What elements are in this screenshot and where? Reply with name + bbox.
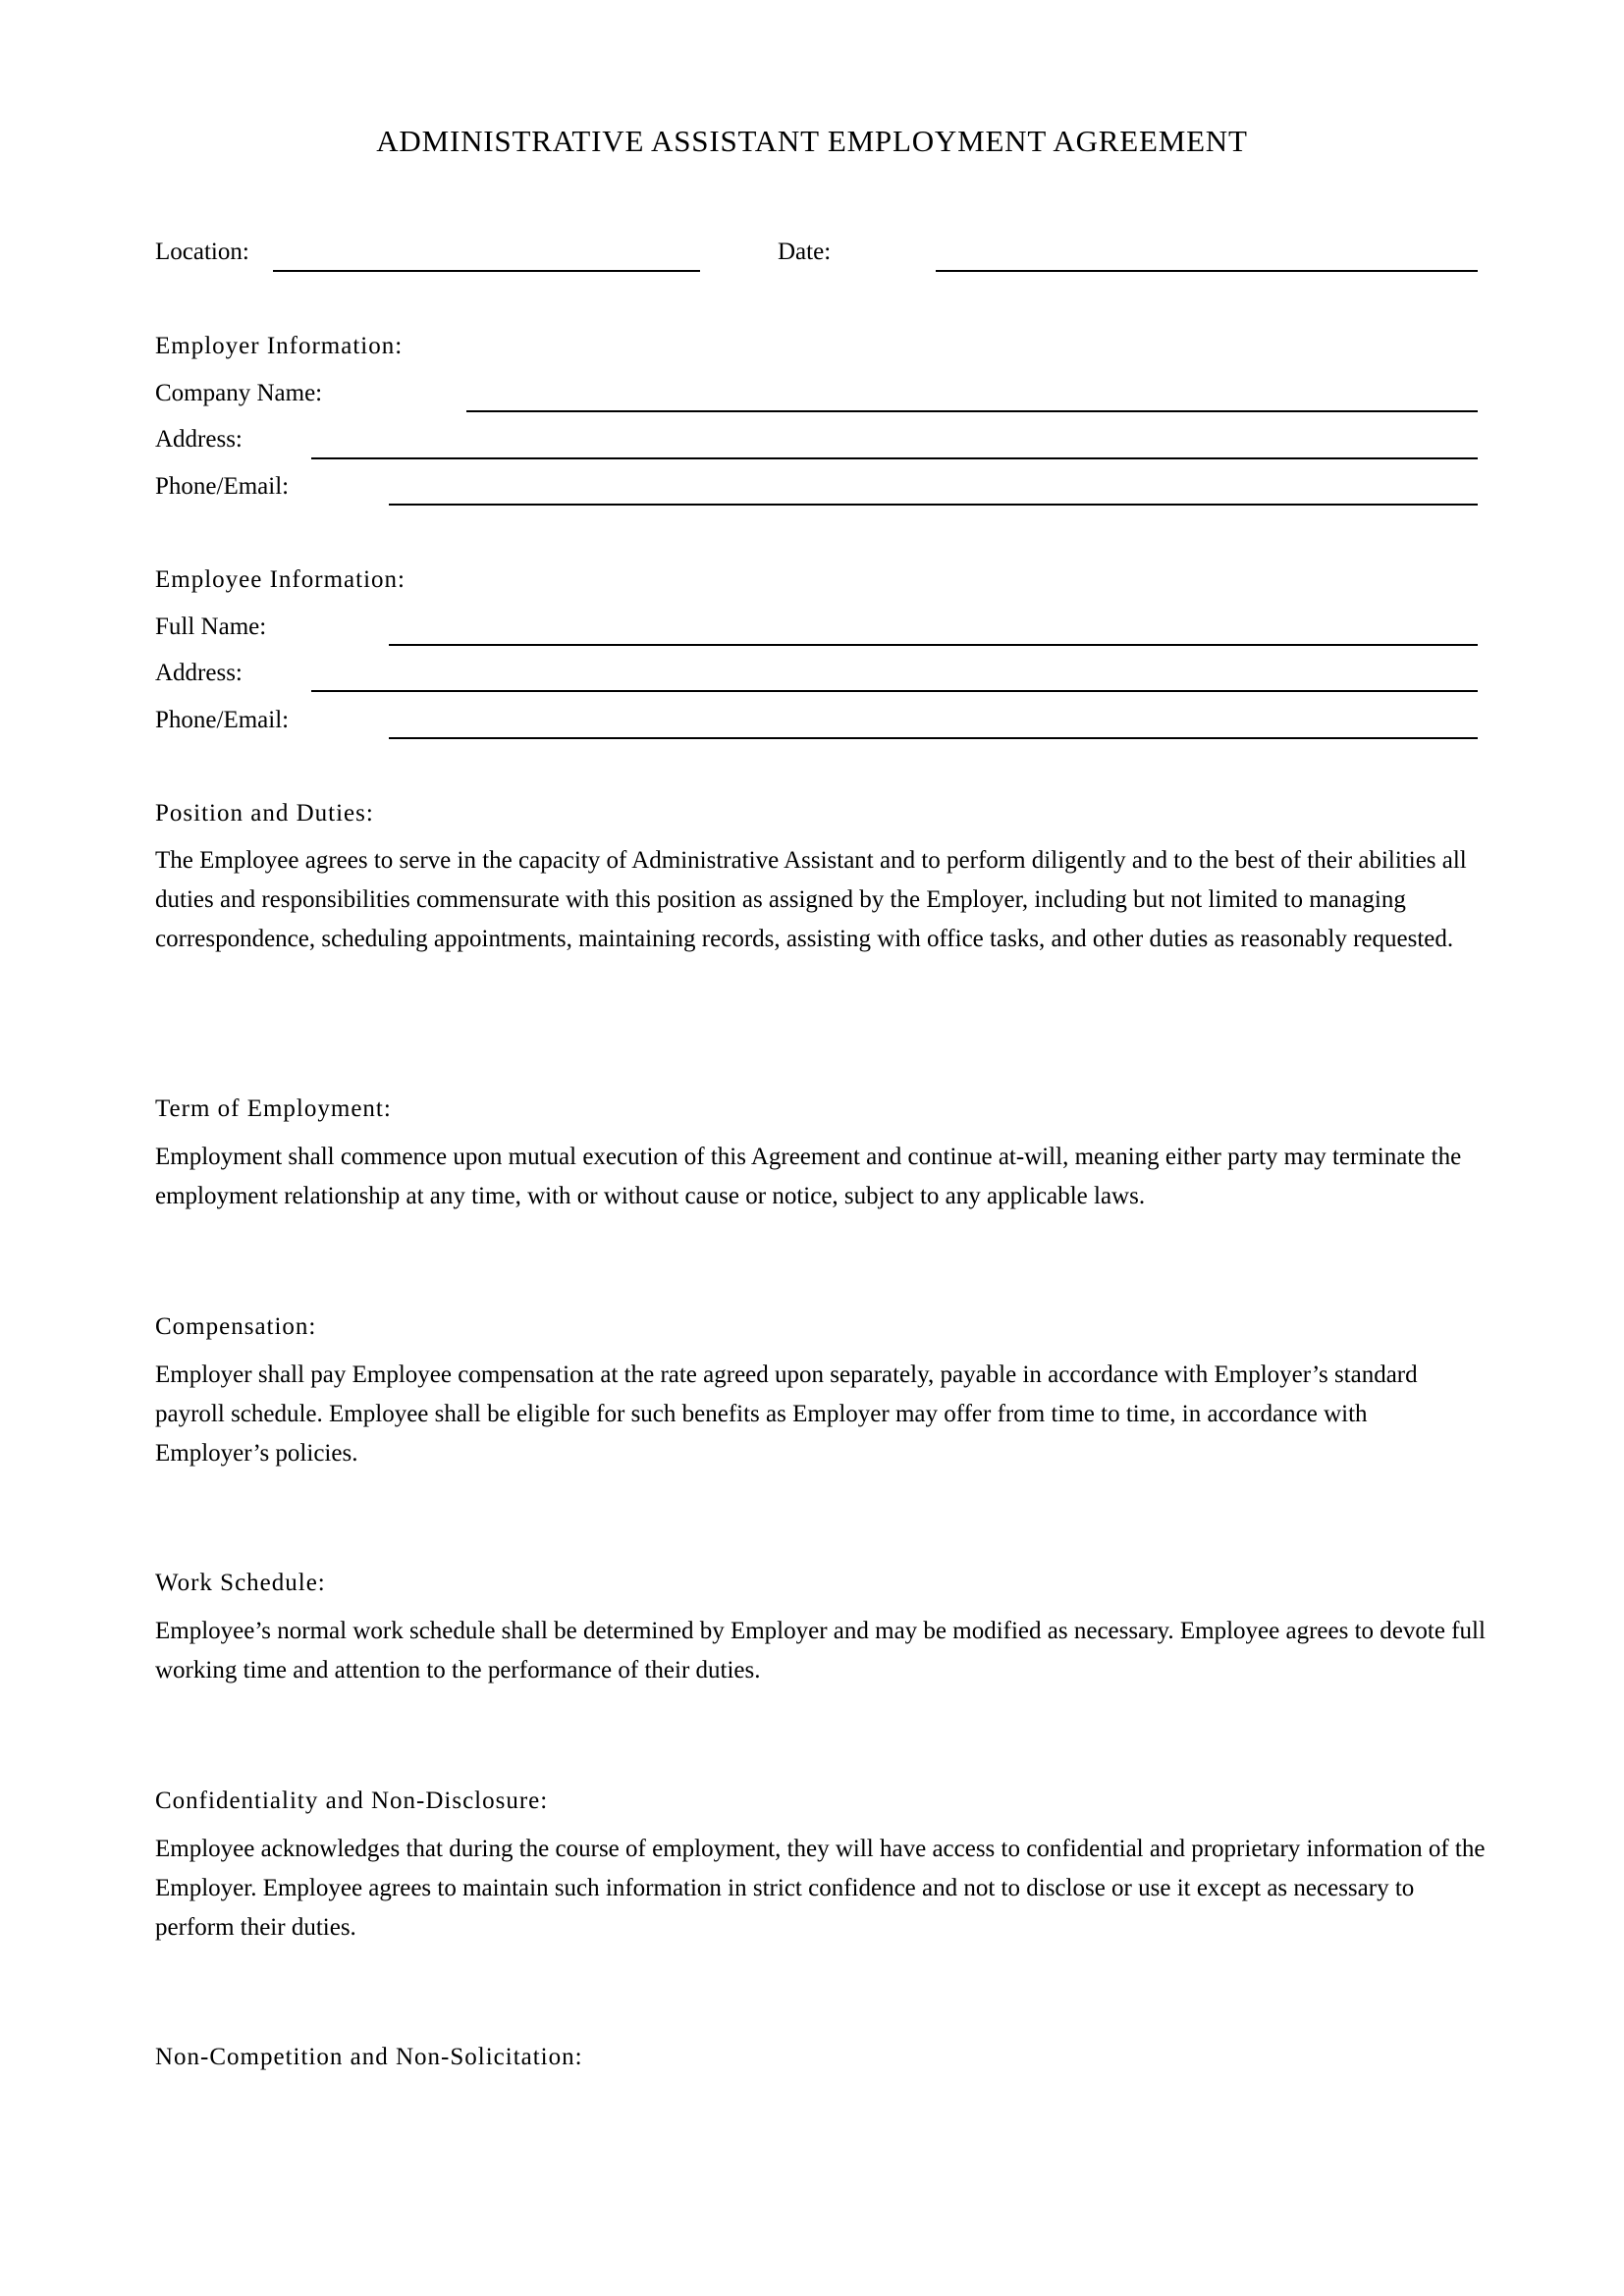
date-field[interactable] (936, 270, 1478, 272)
position-duties-text: The Employee agrees to serve in the capacity of Administrative Assistant and to perform diligently and to the best of their abilities all duties and responsibilities commensurate with this position as assigned by the Employer, including but not limited to managing correspondence, scheduling appointments, maintaining records, assisting with office tasks, and other duties as reasonably requested. (155, 847, 1467, 952)
work-schedule-text: Employee’s normal work schedule shall be determined by Employer and may be modified as necessary. Employee agrees to devote full working time and attention to the performance of their duties. (155, 1618, 1486, 1683)
compensation-text: Employer shall pay Employee compensation at the rate agreed upon separately, payable in accordance with Employer’s standard payroll schedule. Employee shall be eligible for such benefits as Employer may offer from time to time, in accordance with Employer’s policies. (155, 1362, 1418, 1467)
employer-company-name-field[interactable] (466, 410, 1478, 412)
compensation-heading: Compensation: (155, 1313, 317, 1340)
employer-company-name-label: Company Name: (155, 380, 323, 406)
position-duties-heading: Position and Duties: (155, 800, 374, 827)
employee-phone-email-field[interactable] (389, 737, 1478, 739)
term-of-employment-heading: Term of Employment: (155, 1095, 392, 1122)
confidentiality-text: Employee acknowledges that during the course of employment, they will have access to confidential and proprietary information of the Employer. Employee agrees to maintain such information in strict confidence and not to disclose or use it except as necessary to perform their duties. (155, 1836, 1486, 1941)
work-schedule-heading: Work Schedule: (155, 1570, 326, 1596)
employer-phone-email-field[interactable] (389, 504, 1478, 506)
employer-address-label: Address: (155, 426, 243, 453)
employee-address-label: Address: (155, 660, 243, 686)
location-field[interactable] (273, 270, 700, 272)
employee-full-name-field[interactable] (389, 644, 1478, 646)
employer-phone-email-label: Phone/Email: (155, 473, 290, 500)
document-title: ADMINISTRATIVE ASSISTANT EMPLOYMENT AGREEMENT (376, 124, 1248, 158)
employee-information-heading: Employee Information: (155, 566, 406, 593)
confidentiality-heading: Confidentiality and Non-Disclosure: (155, 1788, 549, 1814)
employer-information-heading: Employer Information: (155, 333, 404, 359)
employer-address-field[interactable] (311, 457, 1478, 459)
term-of-employment-text: Employment shall commence upon mutual execution of this Agreement and continue at-will, meaning either party may terminate the employment relationship at any time, with or without cause or notice, subject to any applicable laws. (155, 1144, 1462, 1209)
location-label: Location: (155, 239, 249, 265)
employee-full-name-label: Full Name: (155, 614, 267, 640)
employee-address-field[interactable] (311, 690, 1478, 692)
employee-phone-email-label: Phone/Email: (155, 707, 290, 733)
date-label: Date: (778, 239, 832, 265)
non-competition-heading: Non-Competition and Non-Solicitation: (155, 2044, 583, 2070)
